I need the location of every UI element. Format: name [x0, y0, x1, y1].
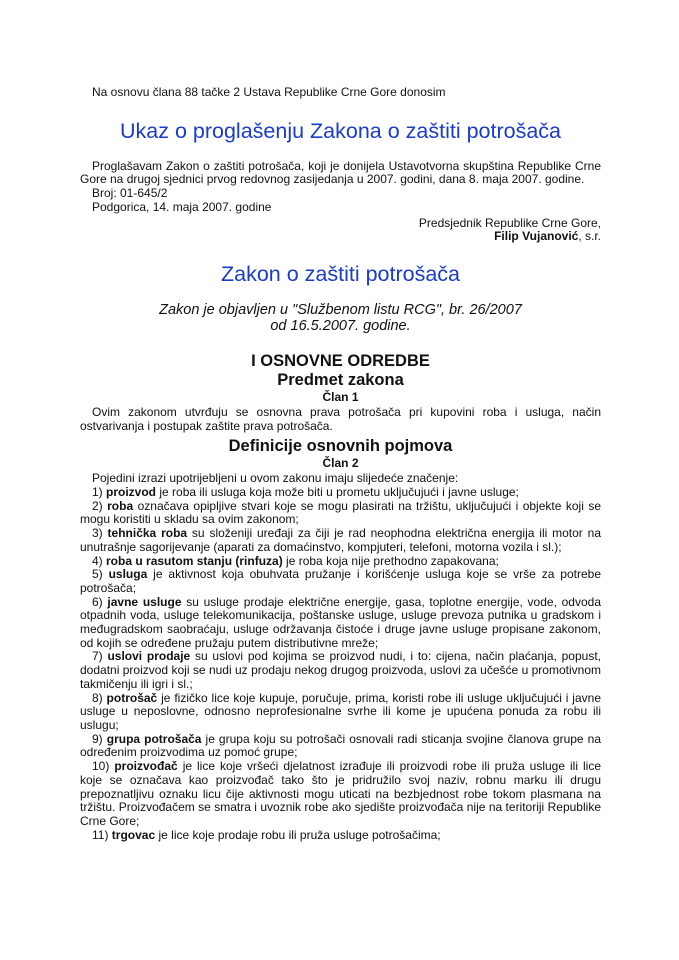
section2-article: Član 2	[322, 456, 359, 471]
definition-text: su uslovi pod kojima se proizvod nudi, i to: cijena, način plaćanja, popust, dodatni proizvod koji se nudi uz prodaju nekog drugog proizvoda, uslovi za učešće u promotivnom takmičenju ili igri i sl.;	[80, 649, 601, 691]
definition-text: je lice koje prodaje robu ili pruža usluge potrošačima;	[155, 827, 441, 842]
publication-line-1: Zakon je objavljen u "Službenom listu RCG", br. 26/2007	[159, 301, 522, 318]
definition-num: 8)	[92, 690, 107, 705]
definition-item	[80, 568, 601, 595]
definition-num: 5)	[92, 567, 109, 582]
definition-num: 9)	[92, 731, 107, 746]
definition-item	[80, 527, 601, 554]
definition-text: je fizičko lice koje kupuje, poručuje, prima, koristi robe ili usluge uključujući i javne usluge u neposlovne, odnosno neprofesionalne svrhe ili kome je upućena ponuda za robu ili uslugu;	[80, 690, 601, 732]
definition-term: trgovac	[111, 827, 156, 842]
definition-num: 4)	[92, 553, 107, 568]
section2-lead: Pojedini izrazi upotrijebljeni u ovom zakonu imaju slijedeće značenje:	[92, 471, 459, 486]
definition-num: 6)	[92, 594, 108, 609]
definition-text: su složeniji uređaji za čiji je rad neophodna električna energija ili motor na unutrašnje sagorijevanje (aparati za domaćinstvo, kompjuteri, telefoni, motorna vozila i sl.);	[80, 526, 601, 554]
signature-name: Filip Vujanović	[494, 229, 579, 244]
definition-text: označava opipljive stvari koje se mogu plasirati na tržištu, uključujući i objekte koji se mogu koristiti u skladu sa ovim zakonom;	[80, 498, 601, 527]
definition-text: je lice koje vršeći djelatnost izrađuje ili proizvodi robe ili pruža usluge ili lice koje se označava kao proizvođač tako što je pridružilo svoj naziv, robnu marku ili drugu prepoznatljivu oznaku licu čije aktivnosti mogu uticati na bezbjednost robe tokom plasmana na tržištu. Proizvođačem se smatra i uvoznik robe ako sjedište proizvođača nije na teritoriji Republike Crne Gore;	[80, 759, 602, 828]
publication-line-2: od 16.5.2007. godine.	[270, 318, 411, 335]
definition-text: je roba koja nije prethodno zapakovana;	[282, 553, 499, 568]
definition-term: proizvod	[106, 485, 157, 500]
section1-article: Član 1	[322, 389, 359, 404]
ukaz-text: Proglašavam Zakon o zaštiti potrošača, koji je donijela Ustavotvorna skupština Republike Crne Gore na drugoj sjednici prvog redovnog zasijedanja u 2007. godini, dana 8. maja 2007. godine.	[80, 158, 601, 187]
section1-title: Predmet zakona	[277, 370, 404, 389]
definition-text: je grupa koju su potrošači osnovali radi sticanja svojine članova grupe na određenim proizvodima uz pomoć grupe;	[80, 731, 601, 760]
definition-num: 11)	[92, 827, 112, 842]
definition-item	[80, 650, 601, 691]
definition-term: roba u rasutom stanju (rinfuza)	[106, 553, 283, 568]
part-title: I OSNOVNE ODREDBE	[251, 351, 430, 370]
definition-num: 1)	[92, 485, 107, 500]
definition-item	[80, 486, 601, 500]
definition-num: 10)	[92, 759, 115, 774]
intro-line: Na osnovu člana 88 tačke 2 Ustava Republike Crne Gore donosim	[92, 85, 446, 99]
definition-term: uslovi prodaje	[107, 649, 191, 664]
law-title: Zakon o zaštiti potrošača	[220, 261, 460, 286]
place-date: Podgorica, 14. maja 2007. godine	[92, 199, 272, 214]
definition-item	[80, 555, 601, 569]
signature-suffix: , s.r.	[578, 229, 601, 244]
definition-num: 7)	[92, 649, 108, 664]
definition-item	[80, 692, 601, 733]
definition-item	[80, 733, 601, 760]
signature-title: Predsjednik Republike Crne Gore,	[418, 215, 601, 230]
definition-term: grupa potrošača	[106, 731, 202, 746]
definition-num: 2)	[92, 498, 108, 513]
definition-term: usluga	[108, 567, 148, 582]
definition-term: roba	[107, 498, 134, 513]
definitions-list	[80, 486, 601, 842]
ukaz-title: Ukaz o proglašenju Zakona o zaštiti potrošača	[120, 118, 561, 143]
definition-term: proizvođač	[114, 759, 178, 774]
signature	[80, 230, 601, 244]
definition-text: je roba ili usluga koja može biti u prometu uključujući i javne usluge;	[156, 485, 519, 500]
definition-item	[80, 829, 601, 843]
definition-term: potrošač	[106, 690, 158, 705]
section2-title: Definicije osnovnih pojmova	[228, 437, 453, 456]
broj: Broj: 01-645/2	[92, 186, 168, 201]
definition-item	[80, 500, 601, 527]
definition-item	[80, 596, 601, 651]
document-page	[80, 86, 601, 842]
definition-term: tehnička roba	[107, 526, 188, 541]
definition-text: su usluge prodaje električne energije, gasa, toplotne energije, vode, odvoda otpadnih voda, usluge telekomunikacija, poštanske usluge, usluge prevoza putnika u gradskom i međugradskom saobraćaju, usluge održavanja čistoće i druge javne usluge propisane zakonom, od kojih se određene pružaju putem distributivne mreže;	[80, 594, 602, 650]
definition-term: javne usluge	[107, 594, 182, 609]
section1-text: Ovim zakonom utvrđuju se osnovna prava potrošača pri kupovini roba i usluga, način ostvarivanja i postupak zaštite prava potrošača.	[80, 404, 601, 433]
definition-num: 3)	[92, 526, 108, 541]
definition-text: je aktivnost koja obuhvata pružanje i korišćenje usluga koje se vrše za potrebe potrošača;	[80, 567, 601, 595]
definition-item	[80, 760, 601, 829]
